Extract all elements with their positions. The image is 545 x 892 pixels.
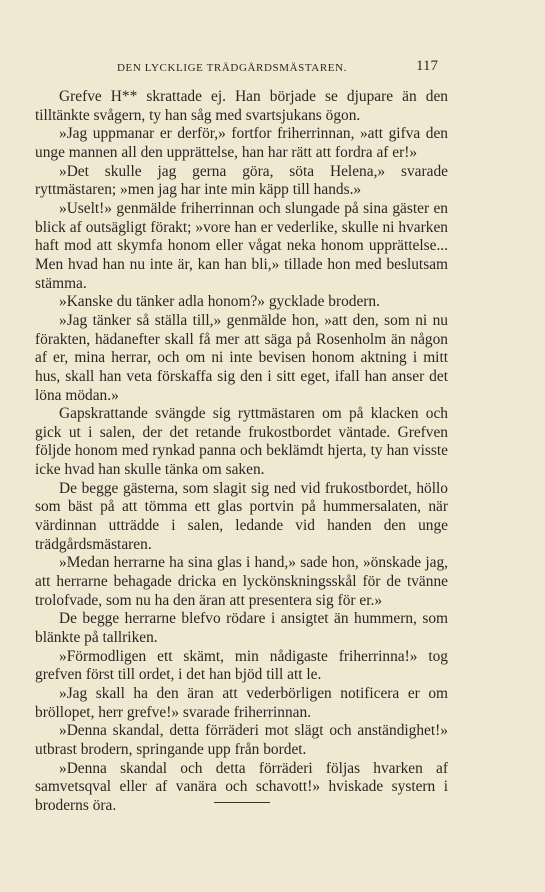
body-text (35, 88, 448, 816)
paragraph: »Medan herrarne ha sina glas i hand,» sade hon, »önskade jag, att herrarne behagade dricka en lyckönskningsskål för de tvänne trolofvade, som nu ha den äran att presentera sig för er.» (35, 554, 448, 609)
paragraph: Grefve H** skrattade ej. Han började se djupare än den tilltänkte svågern, ty han såg med svartsjukans ögon. (35, 88, 448, 124)
paragraph: »Jag tänker så ställa till,» genmälde hon, »att den, som ni nu förakten, hädanefter skall få mer att säga på Rosenholm än någon af er, mina herrar, och om ni inte bevisen honom aktning i mitt hus, skall han veta förskaffa sig den i sitt eget, ifall han anser det löna mödan.» (35, 311, 448, 404)
page-number: 117 (416, 58, 438, 74)
end-rule (214, 802, 270, 803)
paragraph: »Det skulle jag gerna göra, söta Helena,» svarade ryttmästaren; »men jag har inte min käpp till hands.» (35, 162, 448, 199)
paragraph: De begge gästerna, som slagit sig ned vid frukostbordet, höllo som bäst på att tömma ett glas portvin på hummersalaten, när värdinnan utträdde i salen, ledande vid handen den unge trädgårdsmästaren. (35, 479, 448, 553)
paragraph: »Jag skall ha den äran att vederbörligen notificera er om bröllopet, herr grefve!» svarade friherrinnan. (35, 685, 448, 721)
paragraph: »Jag uppmanar er derför,» fortfor friherrinnan, »att gifva den unge mannen all den upprättelse, han har rätt att fordra af er!» (35, 125, 448, 161)
paragraph: »Denna skandal, detta förräderi mot slägt och anständighet!» utbrast brodern, springande upp från bordet. (35, 722, 448, 758)
paragraph: De begge herrarne blefvo rödare i ansigtet än hummern, som blänkte på tallriken. (35, 610, 448, 647)
paragraph: »Uselt!» genmälde friherrinnan och slungade på sina gäster en blick af outsägligt förakt; »vore han er vederlike, skulle ni hvarken haft mod att skymfa honom eller vågat neka honom upprättelse... Men hvad han nu inte är, kan han bli,» tillade hon med beslutsam stämma. (35, 199, 448, 292)
running-head: DEN LYCKLIGE TRÄDGÅRDSMÄSTAREN. (117, 62, 348, 74)
paragraph: »Förmodligen ett skämt, min nådigaste friherrinna!» tog grefven först till ordet, i det han bjöd till att le. (35, 647, 448, 684)
paragraph: »Denna skandal och detta förräderi följas hvarken af samvetsqval eller af vanära och schavott!» hviskade systern i broderns öra. (35, 759, 448, 814)
paragraph: »Kanske du tänker adla honom?» gycklade brodern. (59, 293, 380, 311)
paragraph: Gapskrattande svängde sig ryttmästaren om på klacken och gick ut i salen, der det retande frukostbordet väntade. Grefven följde honom med rynkad panna och beklämdt hjerta, ty han visste icke hvad han skulle tänka om saken. (35, 405, 448, 479)
